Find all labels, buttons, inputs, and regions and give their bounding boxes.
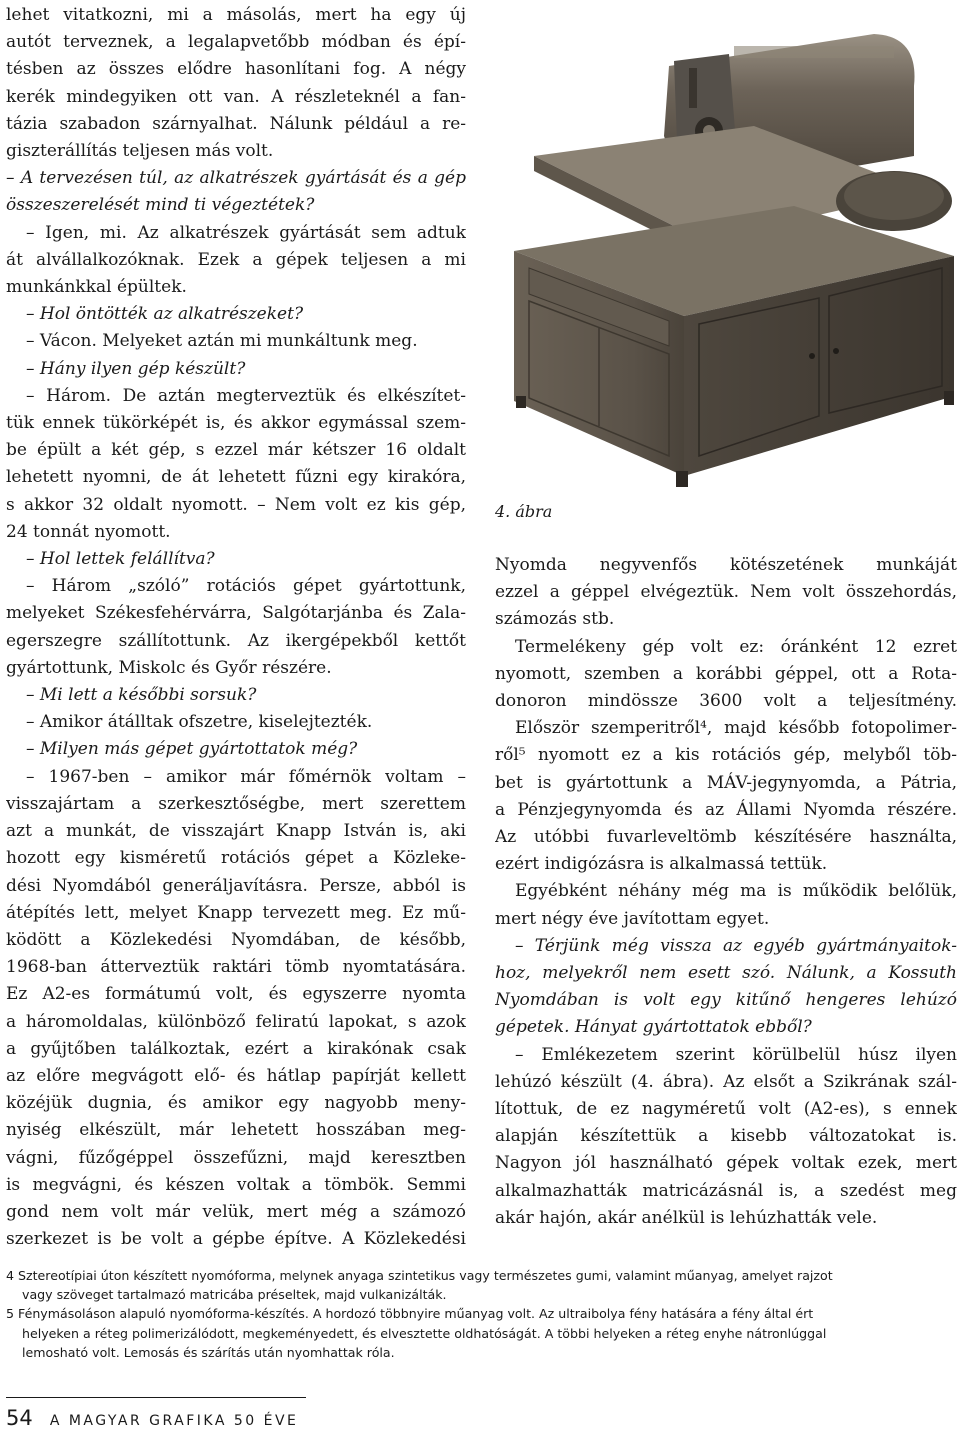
text-line: ezért indigózásra is alkalmassá tettük. xyxy=(495,854,828,875)
text-line: gond nem volt már velük, mert még a számozó xyxy=(6,1201,466,1222)
text-line: melyeket Székesfehérvárra, Salgótarjánba és Zala- xyxy=(6,603,466,624)
text-line: lítottuk, de ez nagyméretű volt (A2-es), s ennek xyxy=(495,1099,957,1120)
publication-title: A MAGYAR GRAFIKA 50 ÉVE xyxy=(49,1413,299,1429)
text-line: nyiség elkészült, már lehetett hosszában meg- xyxy=(6,1120,466,1141)
text-line: Az utóbbi fuvarleveltömb készítésére használta, xyxy=(495,827,957,848)
text-line: – Három „szóló” rotációs gépet gyártottunk, xyxy=(26,576,466,597)
text-line: szerkezet is be volt a gépbe építve. A Közlekedési xyxy=(6,1229,466,1250)
left-column xyxy=(6,2,466,1253)
text-line: mert négy éve javítottam egyet. xyxy=(495,908,770,929)
text-line: vágni, fűzőgéppel összefűzni, majd keresztben xyxy=(6,1147,466,1168)
text-line: összeszerelését mind ti végeztétek? xyxy=(6,195,315,216)
text-line: be épült a két gép, s ezzel már kétszer 16 oldalt xyxy=(6,440,466,461)
text-line: – Vácon. Melyeket aztán mi munkáltunk meg. xyxy=(26,331,418,352)
text-line: lehúzó készült (4. ábra). Az elsőt a Szikrának szál- xyxy=(495,1071,957,1092)
text-line: nyomott, szemben a korábbi géppel, ott a Rota- xyxy=(495,663,957,684)
text-line: – Mi lett a későbbi sorsuk? xyxy=(26,685,257,706)
footnote-line: helyeken a réteg polimerizálódott, megkeményedett, és elvesztette oldhatóságát. A többi helyeken a réteg enyhe nátronlúggal xyxy=(22,1325,827,1341)
text-line: Először szemperitről⁴, majd később fotopolimer- xyxy=(515,718,957,739)
text-line: ködött a Közlekedési Nyomdában, de később, xyxy=(6,929,466,950)
text-line: ről⁵ nyomott ez a kis rotációs gép, melyből töb- xyxy=(495,745,957,766)
text-line: a gyűjtőben találkoztak, ezért a kirakónak csak xyxy=(6,1038,466,1059)
text-line: az előre megvágott elő- és hátlap papírját kellett xyxy=(6,1065,466,1086)
text-line: Nyomdában is volt egy kitűnő hengeres lehúzó xyxy=(495,990,957,1011)
text-line: – Amikor átálltak ofszetre, kiselejtezték. xyxy=(26,712,373,733)
text-line: – Emlékezetem szerint körülbelül húsz ilyen xyxy=(515,1044,957,1065)
text-line: tük ennek tükörképét is, és akkor egymással szem- xyxy=(6,413,466,434)
text-line: a háromoldalas, különböző feliratú lapokat, s azok xyxy=(6,1011,466,1032)
text-line: – Hol lettek felállítva? xyxy=(26,549,215,570)
footnote-line: 5 Fénymásoláson alapuló nyomóforma-készítés. A hordozó többnyire műanyag volt. Az ultraibolya fény hatására a fény által ért xyxy=(6,1306,814,1322)
page-number: 54 xyxy=(6,1406,33,1430)
text-line: – 1967-ben – amikor már főmérnök voltam – xyxy=(26,766,466,787)
text-line: lehetett nyomni, de át lehetett fűzni egy kirakóra, xyxy=(6,467,466,488)
text-line: alapján készítettük a kisebb változatokat is. xyxy=(495,1126,957,1147)
footnotes xyxy=(6,1266,960,1362)
text-line: bet is gyártottunk a MÁV-jegynyomda, a Pátria, xyxy=(495,772,957,793)
text-line: Ez A2-es formátumú volt, és egyszerre nyomta xyxy=(6,984,466,1005)
text-line: azt a munkát, de visszajárt Knapp István is, aki xyxy=(6,821,466,842)
text-line: átépítés lett, melyet Knapp tervezett meg. Ez mű- xyxy=(6,902,466,923)
text-line: kerék mindegyiken ott van. A részleteknél a fan- xyxy=(6,86,466,107)
footnote-line: 4 Sztereotípiai úton készített nyomóforma, melynek anyaga szintetikus vagy természetes gumi, valamint műanyag, amelyet rajzot xyxy=(6,1268,833,1283)
text-line: Nagyon jól használható gépek voltak ezek, mert xyxy=(495,1153,957,1174)
text-line: egerszegre szállítottunk. Az ikergépekből kettőt xyxy=(6,630,466,651)
text-line: hoz, melyekről nem esett szó. Nálunk, a Kossuth xyxy=(495,963,957,984)
text-line: is megvágni, és készen voltak a tömbök. Semmi xyxy=(6,1174,466,1195)
text-line: – Három. De aztán megterveztük és elkészítet- xyxy=(26,385,466,406)
text-line: – Hány ilyen gép készült? xyxy=(26,358,246,379)
right-column xyxy=(495,552,957,1232)
footnote-line: lemosható volt. Lemosás és szárítás után nyomhattak róla. xyxy=(22,1344,395,1360)
text-line: számozás stb. xyxy=(495,609,615,630)
text-line: donoron mindössze 3600 volt a teljesítmény. xyxy=(495,691,957,712)
text-line: – Hol öntötték az alkatrészeket? xyxy=(26,304,304,325)
text-line: ezzel a géppel elvégeztük. Nem volt összehordás, xyxy=(495,582,957,603)
text-line: tázia szabadon szárnyalhat. Nálunk például a re- xyxy=(6,113,466,134)
printing-machine-image xyxy=(494,6,960,496)
text-line: munkánkkal épültek. xyxy=(6,277,187,298)
text-line: Nyomda negyvenfős kötészetének munkáját xyxy=(495,555,957,575)
text-line: – Milyen más gépet gyártottatok még? xyxy=(26,739,358,760)
text-line: 1968-ban átterveztük raktári tömb nyomtatására. xyxy=(6,957,466,978)
footer-rule xyxy=(6,1397,306,1398)
text-line: giszterállítás teljesen más volt. xyxy=(6,141,274,162)
text-line: a Pénzjegynyomda és az Állami Nyomda részére. xyxy=(495,799,957,820)
figure-caption: 4. ábra xyxy=(495,502,553,521)
page-footer xyxy=(6,1406,298,1430)
text-line: autót terveznek, a legalapvetőbb módban és épí- xyxy=(6,32,466,53)
text-line: át alvállalkozóknak. Ezek a gépek teljesen a mi xyxy=(6,249,466,270)
footnote-line: vagy szöveget tartalmazó matricába préseltek, majd vulkanizálták. xyxy=(22,1287,447,1303)
text-line: – A tervezésen túl, az alkatrészek gyártását és a gép xyxy=(6,168,466,189)
text-line: dési Nyomdából generáljavításra. Persze, abból is xyxy=(6,875,466,896)
text-line: – Igen, mi. Az alkatrészek gyártását sem adtuk xyxy=(26,222,466,243)
text-line: gyártottunk, Miskolc és Győr részére. xyxy=(6,657,332,678)
text-line: – Térjünk még vissza az egyéb gyártmányaitok- xyxy=(515,935,957,956)
text-line: alkalmazhatták matricázásnál is, a szedést meg xyxy=(495,1180,957,1201)
text-line: tésben az összes elődre hasonlítani fog. A négy xyxy=(6,59,466,80)
text-line: gépetek. Hányat gyártottatok ebből? xyxy=(495,1017,812,1038)
text-line: akár hajón, akár anélkül is lehúzhatták vele. xyxy=(495,1207,878,1228)
text-line: Egyébként néhány még ma is működik belőlük, xyxy=(515,881,957,902)
text-line: 24 tonnát nyomott. xyxy=(6,521,171,542)
figure-photo xyxy=(494,6,960,496)
text-line: közéjük dugnia, és amikor egy nagyobb meny- xyxy=(6,1093,466,1114)
text-line: visszajártam a szerkesztőségbe, mert szerettem xyxy=(6,793,466,814)
text-line: Termelékeny gép volt ez: óránként 12 ezret xyxy=(515,636,957,657)
text-line: s akkor 32 oldalt nyomott. – Nem volt ez kis gép, xyxy=(6,494,466,515)
text-line: lehet vitatkozni, mi a másolás, mert ha egy új xyxy=(6,5,466,25)
text-line: hozott egy kisméretű rotációs gépet a Közleke- xyxy=(6,848,466,869)
